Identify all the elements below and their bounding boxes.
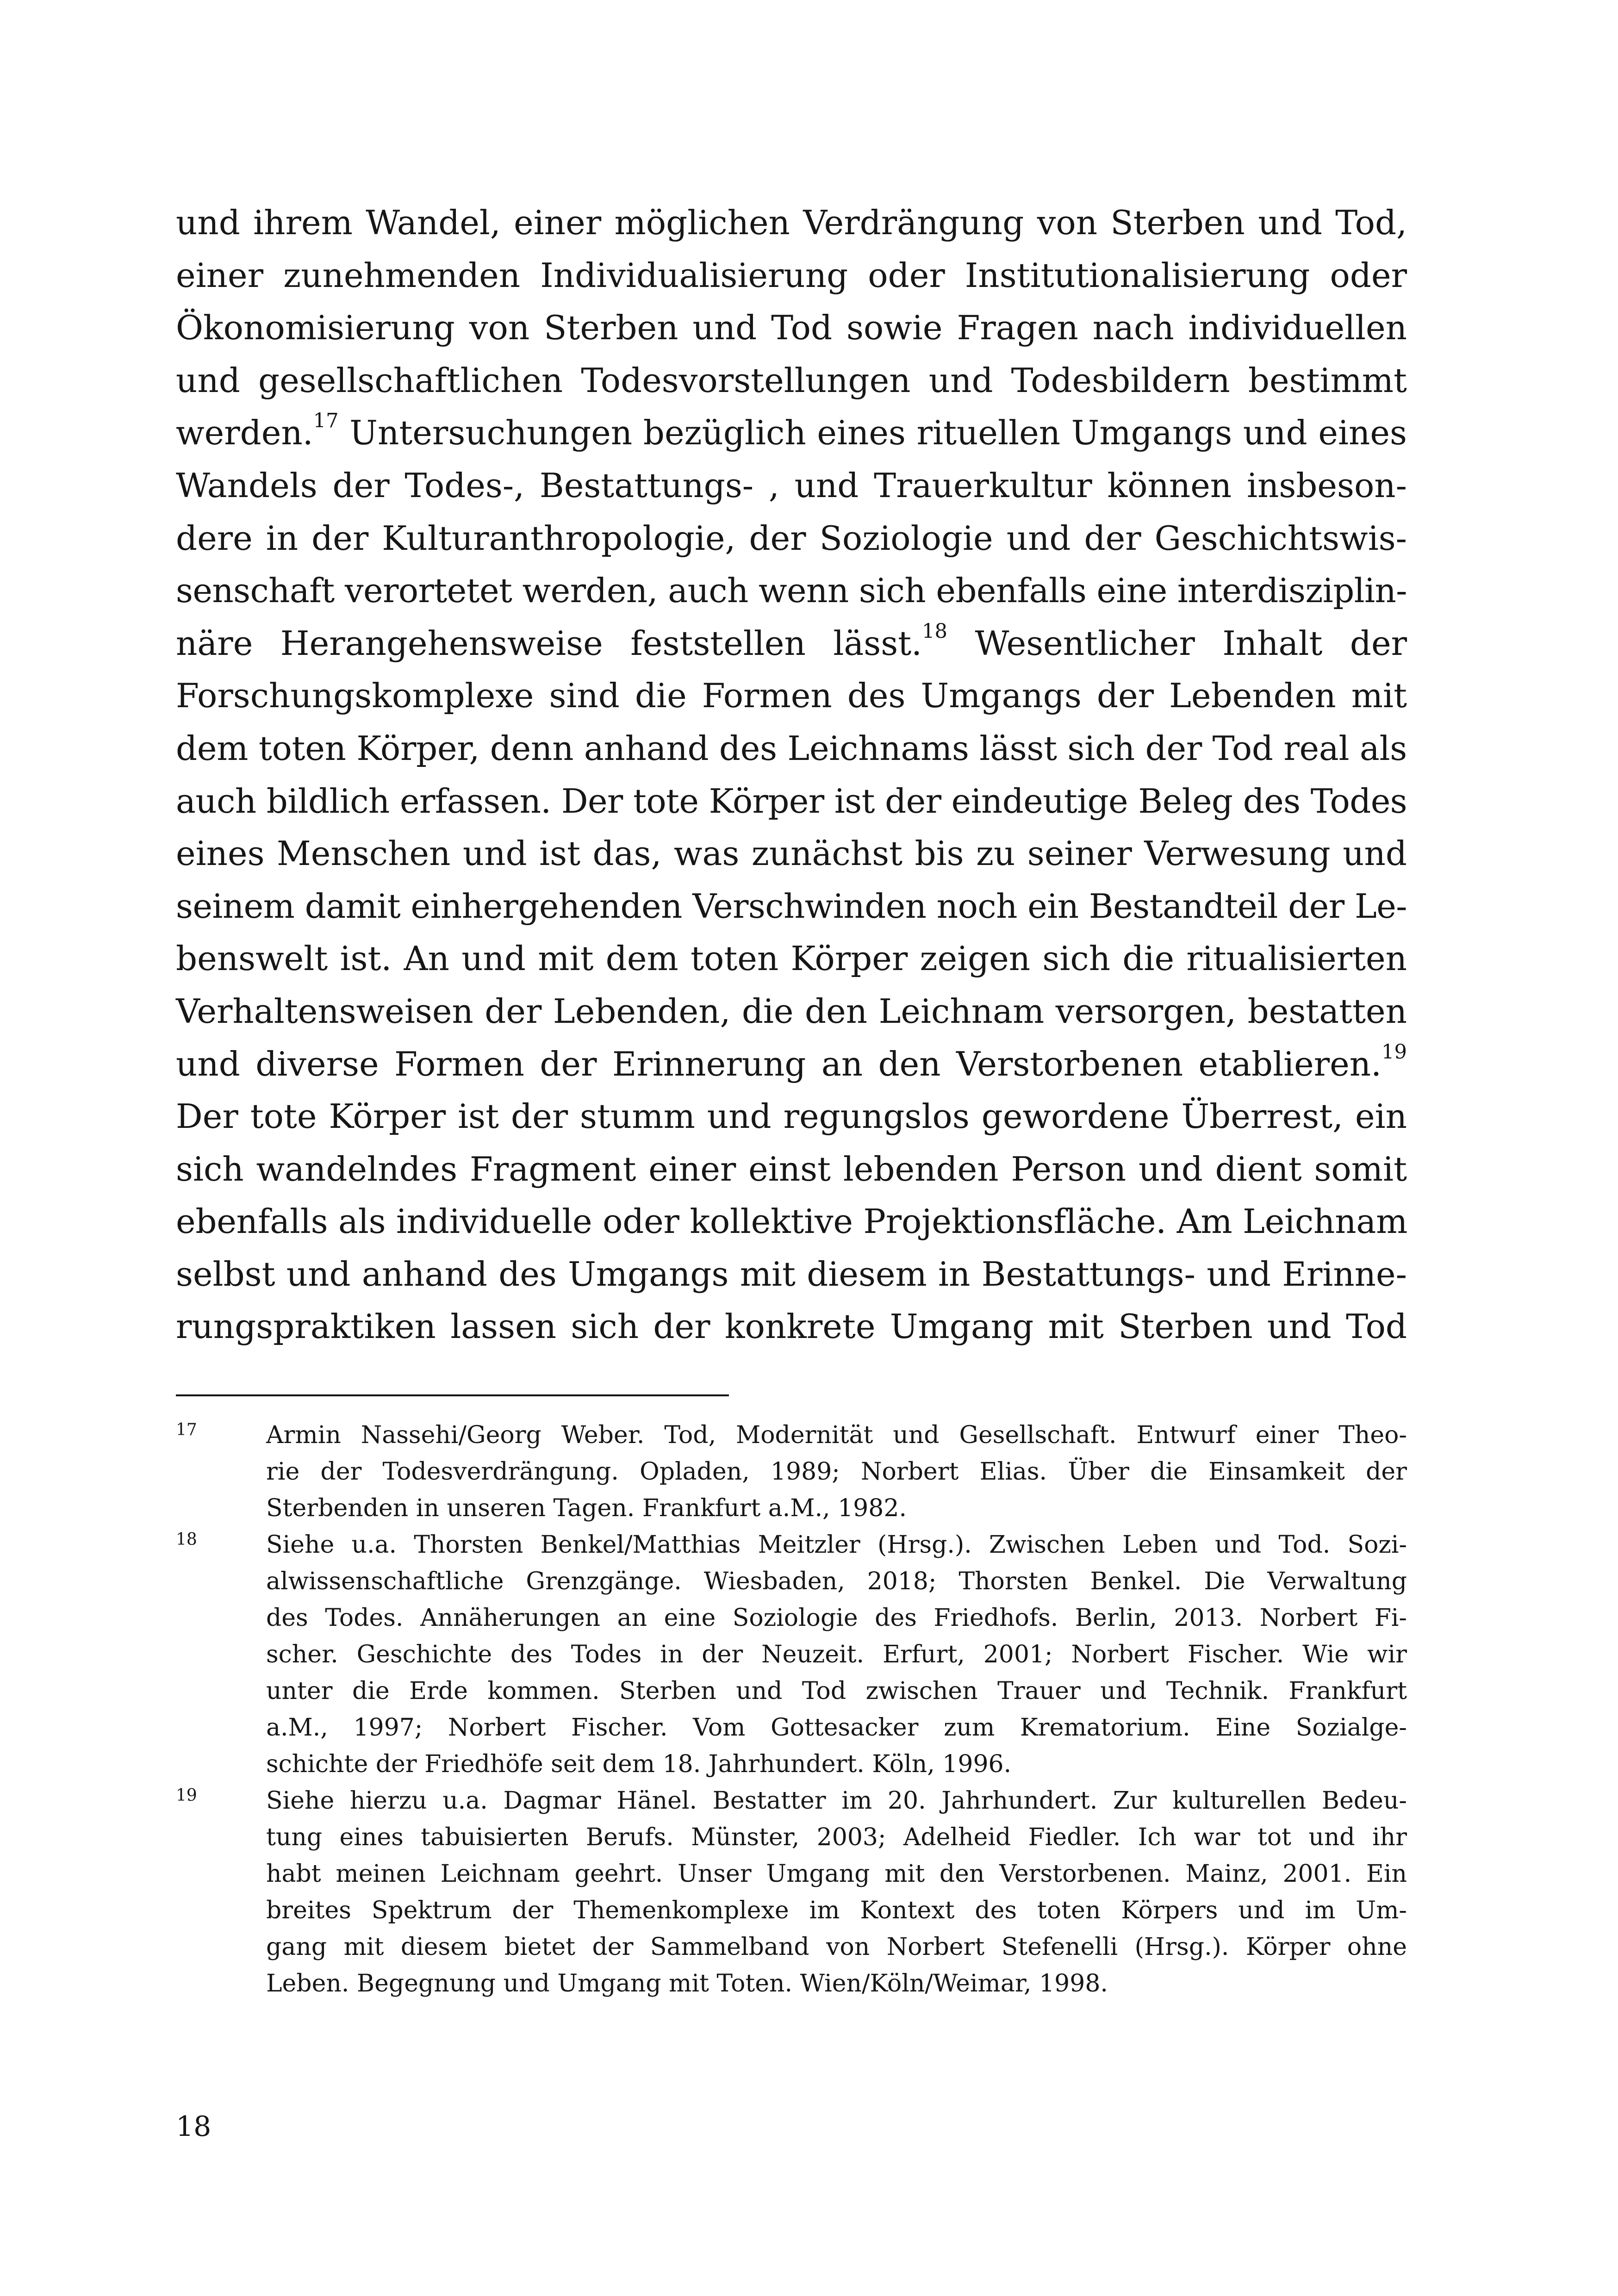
footnote-line: gang mit diesem bietet der Sammelband von Norbert Stefenelli (Hrsg.). Körper ohne [266, 1933, 1407, 1961]
body-line: sich wandelndes Fragment einer einst lebenden Person und dient somit [176, 1149, 1407, 1188]
body-line: rungspraktiken lassen sich der konkrete Umgang mit Sterben und Tod [176, 1307, 1407, 1346]
footnote-line: scher. Geschichte des Todes in der Neuzeit. Erfurt, 2001; Norbert Fischer. Wie wir [266, 1641, 1407, 1668]
footnote-number: 17 [176, 1420, 197, 1439]
footnote-line: Siehe u.a. Thorsten Benkel/Matthias Meitzler (Hrsg.). Zwischen Leben und Tod. Sozi- [266, 1531, 1407, 1559]
footnote-reference[interactable]: 19 [1382, 1040, 1407, 1064]
footnote-line: breites Spektrum der Themenkomplexe im Kontext des toten Körpers und im Um- [266, 1897, 1407, 1924]
footnotes [176, 1417, 1407, 2002]
footnote-line: des Todes. Annäherungen an eine Soziologie des Friedhofs. Berlin, 2013. Norbert Fi- [266, 1604, 1407, 1632]
body-line: dem toten Körper, denn anhand des Leichnams lässt sich der Tod real als [176, 728, 1407, 768]
footnote-line: Sterbenden in unseren Tagen. Frankfurt a.M., 1982. [266, 1494, 907, 1522]
body-line: Der tote Körper ist der stumm und regungslos gewordene Überrest, ein [176, 1097, 1407, 1136]
footnote-line: rie der Todesverdrängung. Opladen, 1989; Norbert Elias. Über die Einsamkeit der [266, 1458, 1407, 1486]
body-line-text: und diverse Formen der Erinnerung an den Verstorbenen etablieren. [176, 1044, 1382, 1083]
footnote-reference[interactable]: 18 [922, 620, 947, 643]
body-line: auch bildlich erfassen. Der tote Körper ist der eindeutige Beleg des Todes [176, 781, 1407, 821]
body-line: selbst und anhand des Umgangs mit diesem in Bestattungs- und Erinne- [176, 1254, 1407, 1294]
body-line: seinem damit einhergehenden Verschwinden noch ein Bestandteil der Le- [176, 886, 1407, 926]
body-line: ebenfalls als individuelle oder kollektive Projektionsfläche. Am Leichnam [176, 1202, 1408, 1241]
body-line: und ihrem Wandel, einer möglichen Verdrängung von Sterben und Tod, [176, 203, 1407, 242]
body-line [176, 617, 1407, 670]
body-line-text: näre Herangehensweise feststellen lässt. [176, 623, 922, 663]
footnote [176, 1417, 1407, 1527]
body-line-text: Wesentlicher Inhalt der [947, 623, 1407, 663]
footnote-line: Armin Nassehi/Georg Weber. Tod, Modernität und Gesellschaft. Entwurf einer Theo- [266, 1421, 1407, 1449]
body-line: senschaft verortetet werden, auch wenn sich ebenfalls eine interdisziplin- [176, 571, 1407, 610]
footnote-line: Siehe hierzu u.a. Dagmar Hänel. Bestatter im 20. Jahrhundert. Zur kulturellen Bedeu- [266, 1787, 1407, 1815]
page-number: 18 [176, 2110, 212, 2143]
body-text [176, 197, 1407, 1353]
footnote-line: habt meinen Leichnam geehrt. Unser Umgang mit den Verstorbenen. Mainz, 2001. Ein [266, 1860, 1407, 1888]
footnote-line: Leben. Begegnung und Umgang mit Toten. Wien/Köln/Weimar, 1998. [266, 1970, 1108, 1997]
footnote-line: schichte der Friedhöfe seit dem 18. Jahrhundert. Köln, 1996. [266, 1750, 1012, 1778]
body-line: Wandels der Todes-, Bestattungs- , und Trauerkultur können insbeson- [176, 466, 1407, 505]
footnote-line: a.M., 1997; Norbert Fischer. Vom Gottesacker zum Krematorium. Eine Sozialge- [266, 1714, 1407, 1742]
body-line: und gesellschaftlichen Todesvorstellungen und Todesbildern bestimmt [176, 361, 1407, 400]
footnote [176, 1783, 1407, 2002]
footnote-number: 18 [176, 1530, 197, 1549]
body-line-text: Untersuchungen bezüglich eines rituellen Umgangs und eines [338, 413, 1407, 453]
footnote-line: tung eines tabuisierten Berufs. Münster, 2003; Adelheid Fiedler. Ich war tot und ihr [266, 1823, 1407, 1851]
footnote-reference[interactable]: 17 [313, 409, 339, 433]
body-line: Forschungskomplexe sind die Formen des Umgangs der Lebenden mit [176, 676, 1407, 716]
body-line [176, 1038, 1407, 1091]
body-line [176, 407, 1407, 460]
footnote-line: alwissenschaftliche Grenzgänge. Wiesbaden, 2018; Thorsten Benkel. Die Verwaltung [266, 1568, 1407, 1595]
body-line: einer zunehmenden Individualisierung oder Institutionalisierung oder [176, 255, 1407, 295]
body-line: Ökonomisierung von Sterben und Tod sowie Fragen nach individuellen [176, 308, 1407, 348]
footnote-separator [176, 1394, 729, 1396]
footnote [176, 1527, 1407, 1783]
body-line: benswelt ist. An und mit dem toten Körper zeigen sich die ritualisierten [176, 939, 1407, 978]
body-line: Verhaltensweisen der Lebenden, die den Leichnam versorgen, bestatten [176, 991, 1407, 1031]
footnote-number: 19 [176, 1786, 197, 1805]
body-line: dere in der Kulturanthropologie, der Soziologie und der Geschichtswis- [176, 518, 1407, 558]
body-line-text: werden. [176, 413, 313, 453]
body-line: eines Menschen und ist das, was zunächst bis zu seiner Verwesung und [176, 834, 1407, 873]
footnote-line: unter die Erde kommen. Sterben und Tod zwischen Trauer und Technik. Frankfurt [266, 1677, 1407, 1705]
